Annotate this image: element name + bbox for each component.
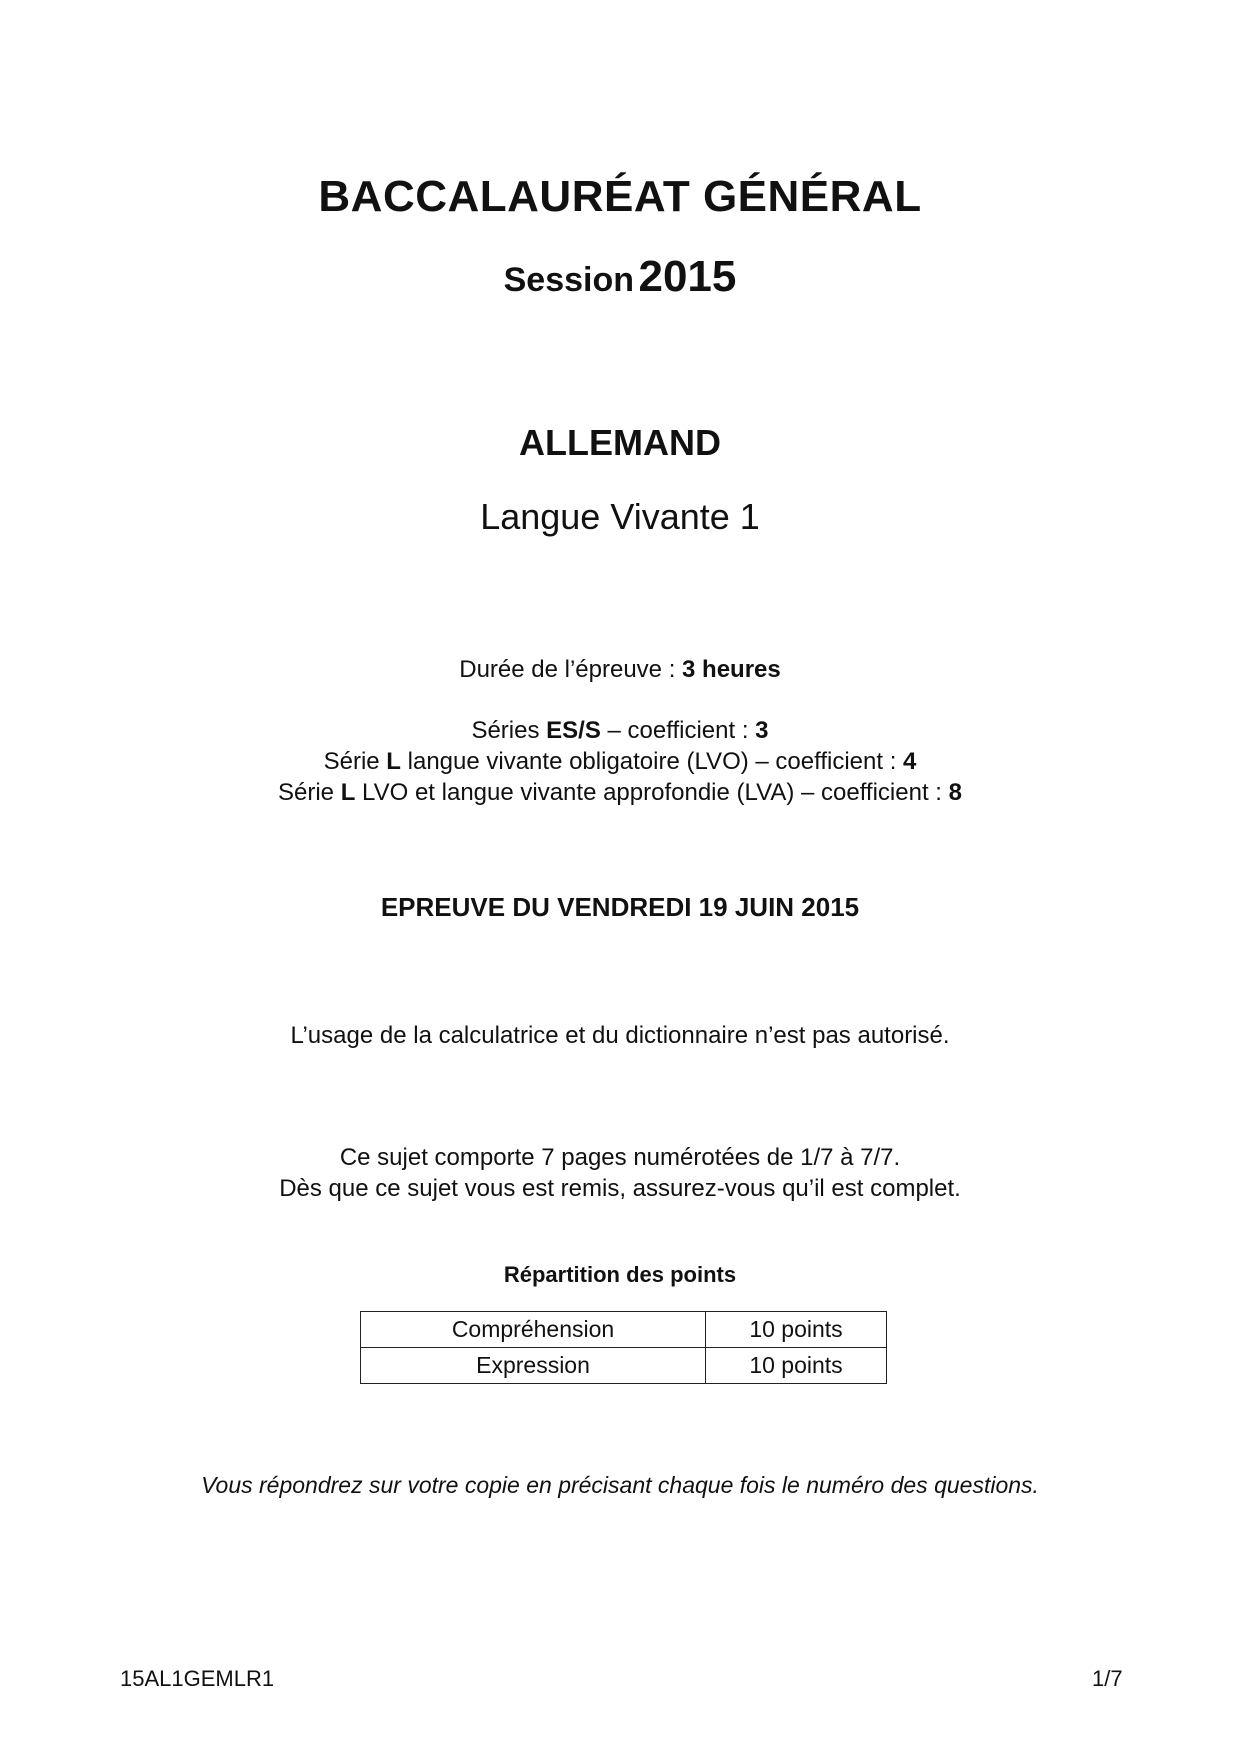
- series-2-name: L: [386, 748, 401, 775]
- series-3-name: L: [340, 779, 356, 806]
- answer-instruction: Vous répondrez sur votre copie en précisant chaque fois le numéro des questions.: [201, 1472, 1039, 1498]
- table-row: [361, 1312, 887, 1348]
- session-line: [0, 252, 1240, 302]
- footer-page-number: 1/7: [1092, 1666, 1123, 1691]
- table-cell-part: Compréhension: [361, 1312, 706, 1348]
- subject-name: ALLEMAND: [519, 422, 721, 463]
- series-3-text: LVO et langue vivante approfondie (LVA) – coefficient :: [355, 779, 949, 806]
- series-line-2: [0, 746, 1240, 777]
- duration-value: 3 heures: [682, 656, 781, 683]
- series-2-coef: 4: [903, 748, 917, 775]
- series-1-name: ES/S: [546, 717, 601, 744]
- series-3-coef: 8: [948, 779, 962, 806]
- session-word: Session: [503, 261, 635, 299]
- series-line-3: [0, 777, 1240, 808]
- session-year: 2015: [638, 252, 737, 301]
- table-cell-points: 10 points: [706, 1348, 887, 1384]
- series-2-text: langue vivante obligatoire (LVO) – coefficient :: [400, 748, 904, 775]
- exam-date: EPREUVE DU VENDREDI 19 JUIN 2015: [380, 892, 860, 922]
- pages-note: [0, 1142, 1240, 1204]
- series-block: [0, 715, 1240, 808]
- points-table: [360, 1311, 887, 1384]
- pages-note-line-2: Dès que ce sujet vous est remis, assurez-vous qu’il est complet.: [279, 1175, 961, 1202]
- series-2-prefix: Série: [323, 748, 387, 775]
- exam-title: BACCALAURÉAT GÉNÉRAL: [318, 172, 922, 221]
- pages-note-line-1: Ce sujet comporte 7 pages numérotées de 1/7 à 7/7.: [339, 1144, 901, 1171]
- duration-line: [0, 654, 1240, 685]
- table-cell-points: 10 points: [706, 1312, 887, 1348]
- table-row: [361, 1348, 887, 1384]
- duration-label: Durée de l’épreuve :: [459, 656, 683, 683]
- repartition-title: Répartition des points: [503, 1262, 737, 1287]
- table-cell-part: Expression: [361, 1348, 706, 1384]
- series-1-text: – coefficient :: [600, 717, 756, 744]
- series-1-prefix: Séries: [471, 717, 547, 744]
- series-1-coef: 3: [755, 717, 769, 744]
- subject-level: Langue Vivante 1: [480, 496, 760, 537]
- usage-note: L’usage de la calculatrice et du dictionnaire n’est pas autorisé.: [290, 1022, 950, 1049]
- footer-code: 15AL1GEMLR1: [120, 1666, 275, 1691]
- series-line-1: [0, 715, 1240, 746]
- series-3-prefix: Série: [278, 779, 341, 806]
